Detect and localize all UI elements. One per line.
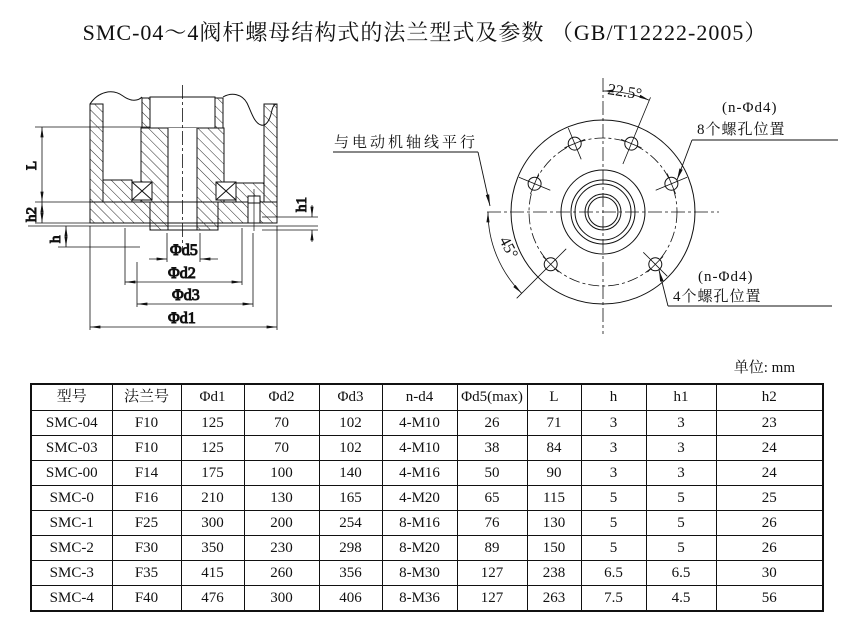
table-cell: 8-M20 <box>382 536 457 561</box>
table-cell: 23 <box>716 411 823 436</box>
parallel-note-label: 与电动机轴线平行 <box>334 135 479 151</box>
table-cell: 6.5 <box>646 561 716 586</box>
table-cell: 150 <box>527 536 581 561</box>
neck-right <box>215 98 223 128</box>
table-cell: 8-M36 <box>382 586 457 612</box>
table-cell: 100 <box>244 461 319 486</box>
table-cell: 3 <box>581 436 646 461</box>
table-cell: 3 <box>581 411 646 436</box>
dim-h <box>58 226 140 247</box>
table-cell: 8-M16 <box>382 511 457 536</box>
flange-base-right-a <box>218 202 248 223</box>
table-cell: 130 <box>527 511 581 536</box>
holes4-tag-label: (n-Φd4) <box>698 269 754 285</box>
table-cell: 125 <box>181 411 244 436</box>
table-cell: 5 <box>581 486 646 511</box>
table-cell: 200 <box>244 511 319 536</box>
table-cell: 210 <box>181 486 244 511</box>
dim-d3-label: Φd3 <box>172 287 200 304</box>
table-row <box>31 586 823 612</box>
table-cell: 165 <box>319 486 382 511</box>
table-cell: 260 <box>244 561 319 586</box>
table-cell: 415 <box>181 561 244 586</box>
table-cell: 130 <box>244 486 319 511</box>
table-cell: 76 <box>457 511 527 536</box>
table-cell: SMC-2 <box>31 536 112 561</box>
flange-view <box>333 78 838 334</box>
column-header: Φd2 <box>244 384 319 411</box>
table-cell: 230 <box>244 536 319 561</box>
table-cell: 476 <box>181 586 244 612</box>
dim-h1-label: h1 <box>294 197 310 212</box>
bolt-hole <box>565 128 585 159</box>
dim-h2-label: h2 <box>24 207 40 222</box>
holes8-tag-label: (n-Φd4) <box>722 100 778 116</box>
table-cell: 298 <box>319 536 382 561</box>
dim-d5-label: Φd5 <box>170 242 198 259</box>
break-line-left <box>90 92 142 104</box>
table-cell: 4.5 <box>646 586 716 612</box>
column-header: n-d4 <box>382 384 457 411</box>
table-cell: 50 <box>457 461 527 486</box>
table-cell: F10 <box>112 436 181 461</box>
bearing-left <box>132 182 152 200</box>
column-header: Φd3 <box>319 384 382 411</box>
column-header: L <box>527 384 581 411</box>
unit-note: 单位: mm <box>733 360 795 376</box>
table-cell: 406 <box>319 586 382 612</box>
table-row <box>31 511 823 536</box>
dim-L-label: L <box>24 160 40 170</box>
table-cell: 65 <box>457 486 527 511</box>
table-cell: 26 <box>457 411 527 436</box>
table-cell: 3 <box>646 461 716 486</box>
column-header: Φd5(max) <box>457 384 527 411</box>
dim-h-label: h <box>48 235 64 243</box>
table-cell: 8-M30 <box>382 561 457 586</box>
table-cell: 140 <box>319 461 382 486</box>
table-cell: SMC-03 <box>31 436 112 461</box>
table-cell: SMC-1 <box>31 511 112 536</box>
table-cell: 4-M10 <box>382 411 457 436</box>
table-cell: 5 <box>581 536 646 561</box>
leader-parallel-note <box>333 152 490 206</box>
table-cell: F30 <box>112 536 181 561</box>
table-cell: 6.5 <box>581 561 646 586</box>
table-cell: 70 <box>244 411 319 436</box>
table-cell: 3 <box>581 461 646 486</box>
table-cell: 71 <box>527 411 581 436</box>
table-cell: 115 <box>527 486 581 511</box>
flange-base-left <box>90 202 150 223</box>
table-cell: 102 <box>319 436 382 461</box>
table-row <box>31 461 823 486</box>
housing-left-step <box>103 180 132 202</box>
table-cell: 102 <box>319 411 382 436</box>
table-cell: 5 <box>646 511 716 536</box>
spec-table <box>30 383 824 612</box>
table-cell: 70 <box>244 436 319 461</box>
bolt-hole <box>517 249 567 298</box>
page-title: SMC-04～4阀杆螺母结构式的法兰型式及参数 （GB/T12222-2005） <box>82 20 768 45</box>
table-cell: 300 <box>244 586 319 612</box>
table-cell: 4-M20 <box>382 486 457 511</box>
column-header: 型号 <box>31 384 112 411</box>
spec-table-head-row <box>31 384 823 411</box>
table-row <box>31 411 823 436</box>
table-cell: F25 <box>112 511 181 536</box>
spec-table-body <box>31 411 823 612</box>
section-view <box>24 85 318 330</box>
bolt-hole <box>643 252 667 276</box>
table-cell: 24 <box>716 436 823 461</box>
column-header: h1 <box>646 384 716 411</box>
table-cell: 127 <box>457 586 527 612</box>
table-cell: 125 <box>181 436 244 461</box>
table-cell: 26 <box>716 511 823 536</box>
table-cell: 4-M16 <box>382 461 457 486</box>
table-cell: 300 <box>181 511 244 536</box>
angle-22-label: 22.5° <box>606 81 644 104</box>
table-cell: SMC-04 <box>31 411 112 436</box>
dim-d1-label: Φd1 <box>168 310 196 327</box>
table-cell: 238 <box>527 561 581 586</box>
table-row <box>31 486 823 511</box>
table-cell: 25 <box>716 486 823 511</box>
table-cell: 175 <box>181 461 244 486</box>
table-cell: 30 <box>716 561 823 586</box>
flange-base-right-b <box>260 202 277 223</box>
table-cell: 56 <box>716 586 823 612</box>
table-cell: 350 <box>181 536 244 561</box>
table-cell: F35 <box>112 561 181 586</box>
housing-right-wall <box>264 104 277 202</box>
table-cell: 38 <box>457 436 527 461</box>
bolt-hole <box>656 174 687 194</box>
table-cell: 90 <box>527 461 581 486</box>
table-cell: SMC-4 <box>31 586 112 612</box>
table-cell: 127 <box>457 561 527 586</box>
table-cell: 254 <box>319 511 382 536</box>
table-cell: 84 <box>527 436 581 461</box>
table-cell: 89 <box>457 536 527 561</box>
table-cell: 7.5 <box>581 586 646 612</box>
column-header: h <box>581 384 646 411</box>
table-cell: 4-M10 <box>382 436 457 461</box>
column-header: h2 <box>716 384 823 411</box>
neck-left <box>142 98 150 128</box>
table-cell: 24 <box>716 461 823 486</box>
table-cell: 5 <box>646 536 716 561</box>
housing-left-wall <box>90 104 103 202</box>
table-cell: 5 <box>646 486 716 511</box>
holes4-text-label: 4个螺孔位置 <box>673 289 762 305</box>
table-cell: SMC-0 <box>31 486 112 511</box>
table-cell: 356 <box>319 561 382 586</box>
bearing-right <box>216 182 236 200</box>
column-header: Φd1 <box>181 384 244 411</box>
table-cell: F14 <box>112 461 181 486</box>
column-header: 法兰号 <box>112 384 181 411</box>
table-cell: 26 <box>716 536 823 561</box>
table-cell: SMC-00 <box>31 461 112 486</box>
table-row <box>31 561 823 586</box>
angle-45-label: 45° <box>495 233 521 262</box>
table-cell: 263 <box>527 586 581 612</box>
table-cell: F16 <box>112 486 181 511</box>
dim-d2-label: Φd2 <box>168 265 196 282</box>
table-row <box>31 436 823 461</box>
table-cell: SMC-3 <box>31 561 112 586</box>
table-cell: F10 <box>112 411 181 436</box>
table-cell: F40 <box>112 586 181 612</box>
table-cell: 3 <box>646 436 716 461</box>
table-row <box>31 536 823 561</box>
table-cell: 3 <box>646 411 716 436</box>
leader-8-holes <box>677 140 838 180</box>
holes8-text-label: 8个螺孔位置 <box>697 122 786 138</box>
table-cell: 5 <box>581 511 646 536</box>
bolt-hole <box>519 174 550 194</box>
